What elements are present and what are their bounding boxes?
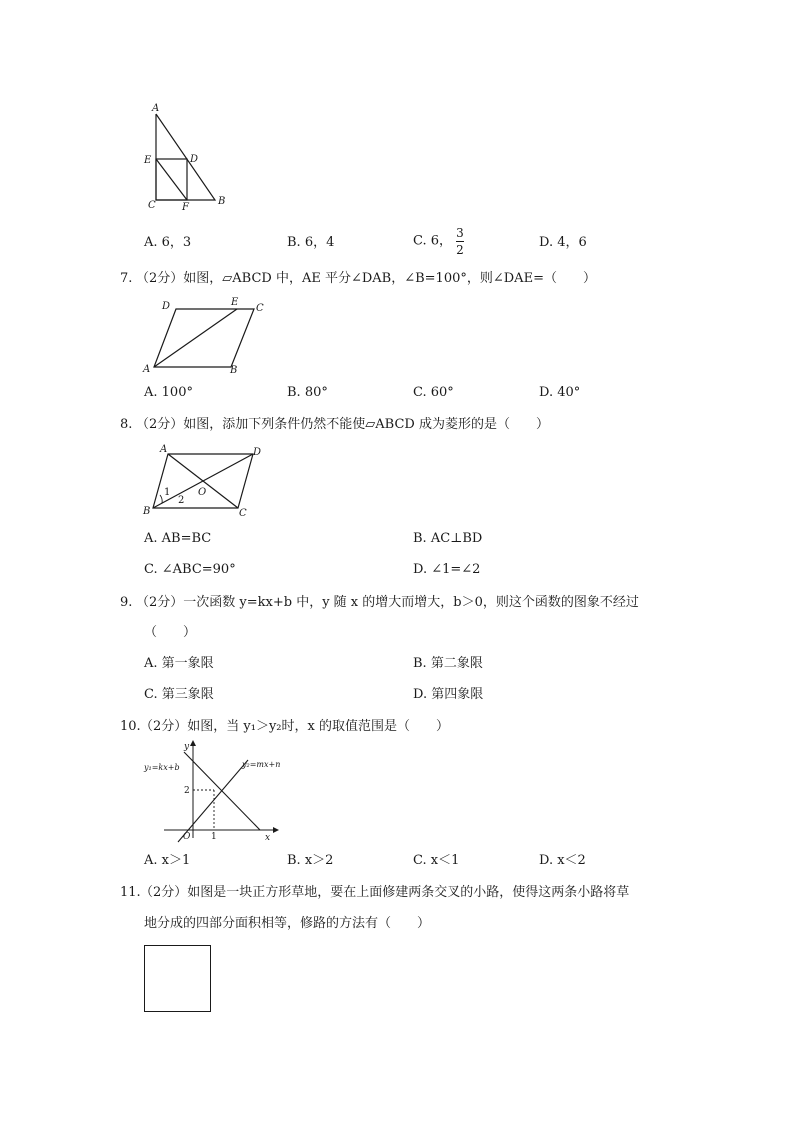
- origin-label: O: [183, 832, 191, 842]
- label-O: O: [198, 487, 207, 498]
- q6-option-c-label: C. 6，: [413, 233, 453, 249]
- fraction-numerator: 3: [456, 226, 464, 240]
- angle-label-2: 2: [178, 495, 185, 506]
- q11-number: 11.: [120, 885, 141, 900]
- q9-option-d: D. 第四象限: [413, 687, 484, 702]
- q6-option-b: B. 6，4: [287, 235, 335, 250]
- label-B: B: [218, 196, 226, 207]
- label-E: E: [231, 297, 239, 308]
- q10-number: 10.: [120, 719, 141, 734]
- q10-stem: （2分）如图，当 y₁＞y₂时，x 的取值范围是（ ）: [140, 719, 449, 734]
- q8-number: 8.: [120, 417, 133, 432]
- label-D: D: [253, 447, 262, 458]
- label-C: C: [148, 200, 156, 211]
- line-label-y2: y₂=mx+n: [242, 760, 280, 769]
- axis-label-y: y: [184, 742, 190, 752]
- label-D: D: [162, 301, 171, 312]
- q10-option-b: B. x＞2: [287, 853, 334, 868]
- q8-option-a: A. AB=BC: [144, 531, 212, 546]
- q9-option-c: C. 第三象限: [144, 687, 214, 702]
- fraction-denominator: 2: [456, 243, 464, 257]
- tick-label-1: 1: [211, 832, 217, 842]
- fraction-three-halves: [456, 226, 464, 257]
- axis-label-x: x: [265, 833, 271, 843]
- label-A: A: [152, 103, 160, 114]
- q7-option-a: A. 100°: [144, 385, 193, 400]
- q10-option-d: D. x＜2: [539, 853, 586, 868]
- line-label-y1: y₁=kx+b: [144, 763, 180, 772]
- q10-option-a: A. x＞1: [144, 853, 191, 868]
- q11-stem-continued: 地分成的四部分面积相等，修路的方法有（ ）: [144, 916, 431, 931]
- figure-q7-parallelogram: [140, 294, 275, 376]
- figure-q10-graph: [140, 738, 280, 844]
- q9-option-a: A. 第一象限: [144, 656, 214, 671]
- q7-option-d: D. 40°: [539, 385, 581, 400]
- q6-option-c: [413, 226, 464, 257]
- label-E: E: [144, 155, 152, 166]
- figure-q6-triangle: [140, 100, 240, 215]
- q9-stem: （2分）一次函数 y=kx+b 中，y 随 x 的增大而增大，b＞0，则这个函数的图象不经过: [136, 595, 639, 610]
- label-C: C: [256, 303, 264, 314]
- square-lawn-figure: [144, 945, 211, 1012]
- label-C: C: [239, 508, 247, 517]
- label-F: F: [182, 202, 189, 213]
- tick-label-2: 2: [184, 786, 190, 796]
- label-B: B: [230, 365, 238, 376]
- q8-option-d: D. ∠1=∠2: [413, 562, 481, 577]
- q6-option-a: A. 6，3: [144, 235, 192, 250]
- q7-number: 7.: [120, 271, 133, 286]
- q9-stem-continued: （ ）: [144, 625, 197, 640]
- q8-stem: （2分）如图，添加下列条件仍然不能使▱ABCD 成为菱形的是（ ）: [136, 417, 549, 432]
- q7-option-c: C. 60°: [413, 385, 454, 400]
- q7-option-b: B. 80°: [287, 385, 328, 400]
- label-B: B: [143, 506, 151, 517]
- q10-option-c: C. x＜1: [413, 853, 460, 868]
- figure-q8-parallelogram: [140, 442, 270, 517]
- label-A: A: [143, 364, 151, 375]
- label-A: A: [160, 444, 168, 455]
- q11-stem: （2分）如图是一块正方形草地，要在上面修建两条交叉的小路，使得这两条小路将草: [140, 885, 630, 900]
- angle-label-1: 1: [164, 487, 171, 498]
- q8-option-b: B. AC⊥BD: [413, 531, 483, 546]
- q7-stem: （2分）如图，▱ABCD 中，AE 平分∠DAB，∠B=100°，则∠DAE=（ ）: [136, 271, 596, 286]
- q9-number: 9.: [120, 595, 133, 610]
- q8-option-c: C. ∠ABC=90°: [144, 562, 236, 577]
- q9-option-b: B. 第二象限: [413, 656, 483, 671]
- label-D: D: [190, 154, 199, 165]
- q6-option-d: D. 4，6: [539, 235, 587, 250]
